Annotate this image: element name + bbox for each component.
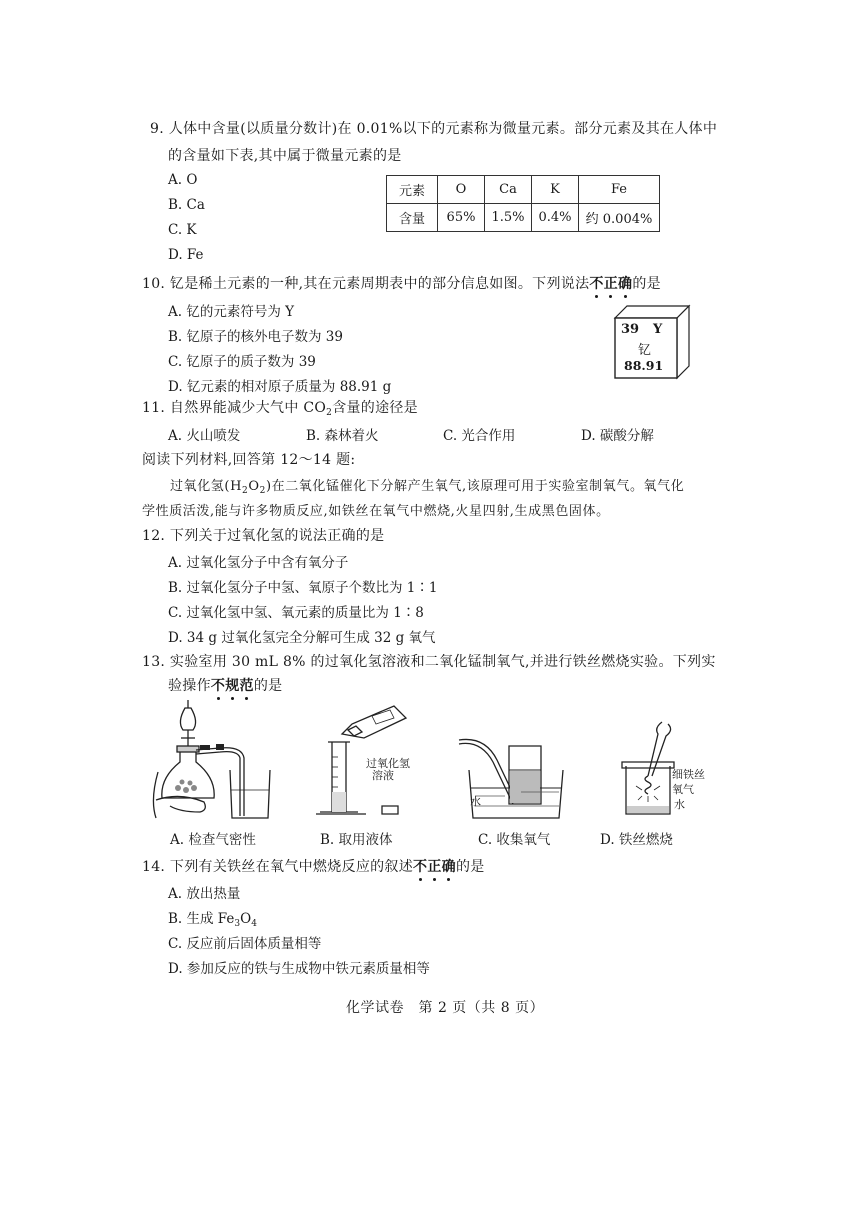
table-cell: O — [438, 176, 485, 204]
q14-stem-suffix: 的是 — [455, 859, 485, 875]
option-subscript: 4 — [251, 919, 257, 929]
passage-subscript: 2 — [259, 486, 266, 496]
page-footer: 化学试卷 第 2 页（共 8 页） — [346, 1000, 545, 1016]
q10-stem-emphasis — [589, 273, 632, 293]
table-cell: 0.4% — [532, 204, 579, 232]
q11-stem-suffix: 含量的途径是 — [332, 400, 418, 416]
q13-stem-suffix: 的是 — [253, 678, 283, 694]
q14-option-d: D. 参加反应的铁与生成物中铁元素质量相等 — [168, 961, 430, 977]
passage-text: O — [248, 479, 260, 494]
q10-stem-prefix: 10. 钇是稀土元素的一种,其在元素周期表中的部分信息如图。下列说法 — [142, 276, 590, 292]
q11-option-d: D. 碳酸分解 — [581, 428, 654, 444]
figure-d-water-label: 水 — [674, 798, 685, 811]
figure-b-caption: B. 取用液体 — [320, 832, 393, 848]
figure-d-oxygen-label: 氧气 — [672, 783, 694, 796]
q9-option-d: D. Fe — [168, 247, 204, 263]
passage-text: 过氧化氢(H — [170, 479, 243, 494]
q11-stem-subscript: 2 — [326, 408, 333, 418]
q11-option-a: A. 火山喷发 — [168, 428, 241, 444]
emphasis-char: 正 — [604, 273, 618, 293]
figure-b-label — [366, 758, 410, 782]
emphasis-text — [211, 678, 254, 694]
table-cell: 元素 — [387, 176, 438, 204]
table-cell: 1.5% — [485, 204, 532, 232]
element-symbol: Y — [653, 322, 663, 337]
emphasis-char: 不 — [211, 675, 225, 695]
emphasis-char: 确 — [618, 273, 632, 293]
element-atomic-number: 39 — [621, 322, 640, 337]
element-mass: 88.91 — [624, 358, 664, 373]
q10-option-b: B. 钇原子的核外电子数为 39 — [168, 329, 343, 345]
figure-b-label-line2: 溶液 — [372, 769, 394, 782]
q12-option-d: D. 34 g 过氧化氢完全分解可生成 32 g 氧气 — [168, 630, 436, 646]
reading-passage-line1 — [170, 475, 684, 496]
emphasis-char: 不 — [413, 856, 427, 876]
q11-option-c: C. 光合作用 — [443, 428, 516, 444]
q14-option-c: C. 反应前后固体质量相等 — [168, 936, 322, 952]
q11-option-b: B. 森林着火 — [306, 428, 379, 444]
option-subscript: 3 — [234, 919, 241, 929]
figure-d-caption: D. 铁丝燃烧 — [600, 832, 673, 848]
figure-c-water-label: 水 — [470, 795, 481, 808]
option-text: B. 生成 Fe — [168, 911, 235, 927]
table-row — [387, 204, 660, 232]
table-cell: 含量 — [387, 204, 438, 232]
emphasis-text — [413, 859, 456, 875]
option-text: O — [240, 911, 252, 927]
q10-stem-suffix: 的是 — [632, 276, 661, 292]
q10-option-d: D. 钇元素的相对原子质量为 88.91 g — [168, 379, 392, 395]
table-cell: Fe — [579, 176, 660, 204]
q9-option-b: B. Ca — [168, 197, 205, 213]
q10-stem — [142, 273, 661, 293]
element-card — [613, 302, 693, 380]
q14-option-a: A. 放出热量 — [168, 886, 241, 902]
table-cell: 65% — [438, 204, 485, 232]
emphasis-char: 不 — [589, 273, 603, 293]
element-name: 钇 — [638, 343, 652, 358]
emphasis-text — [589, 276, 632, 292]
q13-stem-prefix: 验操作 — [168, 678, 211, 694]
figure-b-label-line1: 过氧化氢 — [366, 757, 410, 770]
table-cell: K — [532, 176, 579, 204]
table-row — [387, 176, 660, 204]
q9-option-c: C. K — [168, 222, 197, 238]
q12-stem: 12. 下列关于过氧化氢的说法正确的是 — [142, 528, 385, 544]
passage-subscript: 2 — [242, 486, 249, 496]
reading-passage-line2: 学性质活泼,能与许多物质反应,如铁丝在氧气中燃烧,火星四射,生成黑色固体。 — [142, 504, 610, 519]
table-cell: Ca — [485, 176, 532, 204]
q10-option-c: C. 钇原子的质子数为 39 — [168, 354, 316, 370]
emphasis-char: 确 — [442, 856, 456, 876]
q11-stem — [142, 397, 418, 418]
emphasis-char: 规 — [225, 675, 239, 695]
q9-stem-line1: 9. 人体中含量(以质量分数计)在 0.01%以下的元素称为微量元素。部分元素及其在人体中 — [150, 121, 718, 137]
figure-c-caption: C. 收集氧气 — [478, 832, 551, 848]
reading-intro: 阅读下列材料,回答第 12～14 题: — [142, 452, 356, 468]
figure-a-caption: A. 检查气密性 — [170, 832, 256, 848]
q9-option-a: A. O — [168, 172, 198, 188]
q10-option-a: A. 钇的元素符号为 Y — [168, 304, 295, 320]
figure-d-wire-label: 细铁丝 — [672, 768, 705, 781]
q9-stem-line2: 的含量如下表,其中属于微量元素的是 — [168, 148, 402, 164]
q14-stem-prefix: 14. 下列有关铁丝在氧气中燃烧反应的叙述 — [142, 859, 414, 875]
q13-stem-line1: 13. 实验室用 30 mL 8% 的过氧化氢溶液和二氧化锰制氧气,并进行铁丝燃烧实验。下列实 — [142, 654, 716, 670]
q14-stem-emphasis — [413, 856, 456, 876]
q12-option-c: C. 过氧化氢中氢、氧元素的质量比为 1∶8 — [168, 605, 424, 621]
q9-content-table — [386, 175, 660, 232]
q11-stem-prefix: 11. 自然界能减少大气中 CO — [142, 400, 327, 416]
passage-text: )在二氧化锰催化下分解产生氧气,该原理可用于实验室制氧气。氧气化 — [265, 479, 685, 494]
q12-option-b: B. 过氧化氢分子中氢、氧原子个数比为 1∶1 — [168, 580, 438, 596]
q14-option-b — [168, 907, 257, 929]
q13-stem-line2 — [168, 675, 282, 695]
figure-a-airtightness — [150, 700, 300, 825]
q14-stem — [142, 856, 485, 876]
emphasis-char: 正 — [427, 856, 441, 876]
q12-option-a: A. 过氧化氢分子中含有氧分子 — [168, 555, 349, 571]
table-cell: 约 0.004% — [579, 204, 660, 232]
q13-stem-emphasis — [211, 675, 254, 695]
emphasis-char: 范 — [240, 675, 254, 695]
